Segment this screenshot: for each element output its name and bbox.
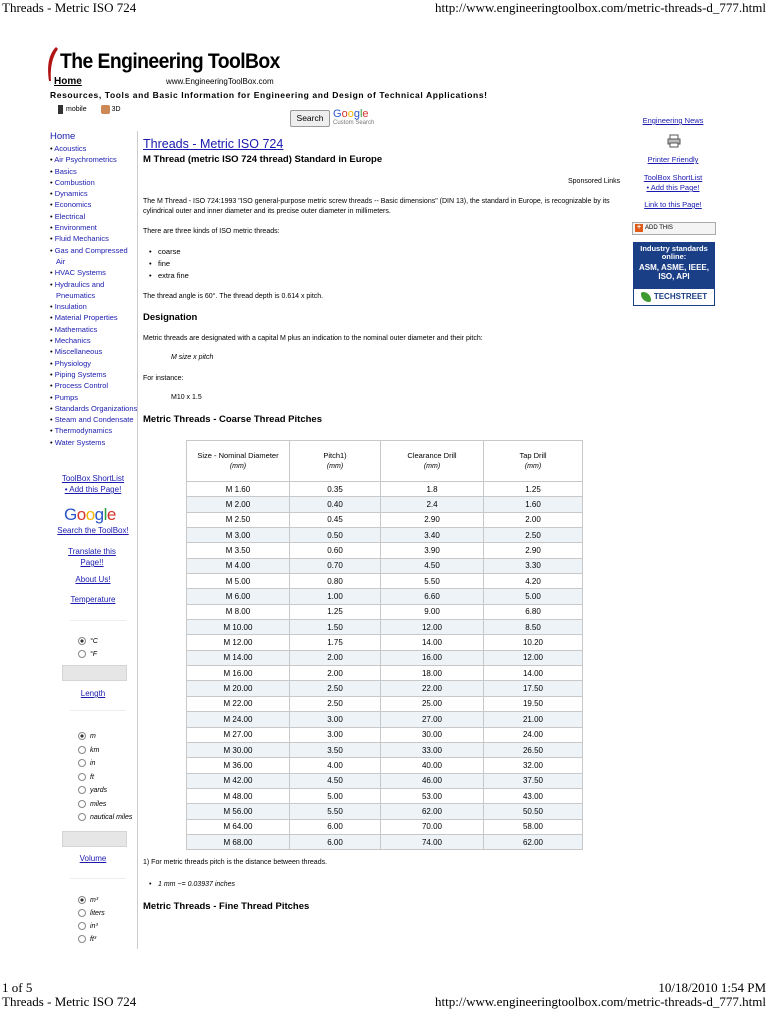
table-cell: 74.00	[381, 834, 484, 849]
sidebar-item[interactable]: • Combustion	[50, 177, 138, 188]
coarse-thread-table	[186, 440, 583, 850]
length-link[interactable]: Length	[80, 689, 106, 698]
site-url: www.EngineeringToolBox.com	[166, 77, 274, 86]
volume-units-option[interactable]: ft³	[78, 935, 96, 943]
ad-line1: Industry standards online:	[640, 244, 708, 261]
sidebar-item[interactable]: • Insulation	[50, 301, 138, 312]
table-cell: M 4.00	[187, 558, 290, 573]
google-search-logo: Google	[333, 108, 369, 120]
temperature-input[interactable]	[62, 665, 127, 681]
volume-units-option[interactable]: m³	[78, 896, 98, 904]
sidebar-item[interactable]: • Material Properties	[50, 312, 138, 323]
print-url-2: http://www.engineeringtoolbox.com/metric-threads-d_777.html	[435, 994, 766, 1009]
table-cell: 25.00	[381, 696, 484, 711]
table-cell: 5.50	[289, 804, 380, 819]
table-cell: 5.00	[289, 788, 380, 803]
table-cell: 2.00	[289, 650, 380, 665]
table-cell: 3.50	[289, 742, 380, 757]
sidebar-item[interactable]: • Basics	[50, 166, 138, 177]
table-cell: M 1.60	[187, 482, 290, 497]
top-bar	[58, 105, 127, 114]
table-cell: M 64.00	[187, 819, 290, 834]
translate-link[interactable]: Translate this Page!!	[68, 547, 116, 567]
radio[interactable]	[78, 773, 86, 781]
sidebar-item[interactable]: • Economics	[50, 199, 138, 210]
table-cell: 4.20	[483, 574, 582, 589]
search-button[interactable]: Search	[290, 110, 330, 127]
right-links	[630, 155, 716, 210]
mobile-link[interactable]: mobile	[66, 106, 87, 114]
table-cell: 12.00	[381, 620, 484, 635]
length-box-top	[70, 710, 126, 711]
sidebar-item[interactable]: • Environment	[50, 222, 138, 233]
table-cell: 53.00	[381, 788, 484, 803]
table-cell: M 16.00	[187, 666, 290, 681]
sidebar-add-page-link[interactable]: • Add this Page!	[64, 485, 122, 494]
techstreet-ad[interactable]	[633, 242, 715, 306]
leaf-icon	[641, 292, 651, 302]
coarse-heading: Metric Threads - Coarse Thread Pitches	[143, 414, 322, 425]
table-cell: 1.60	[483, 497, 582, 512]
engineering-news-link[interactable]: Engineering News	[642, 116, 704, 125]
table-cell: 24.00	[483, 727, 582, 742]
col-clearance-drill: Clearance Drill (mm)	[381, 441, 484, 482]
sidebar-item[interactable]: • Piping Systems	[50, 369, 138, 380]
table-cell: 4.50	[381, 558, 484, 573]
sidebar-item[interactable]: • Mechanics	[50, 335, 138, 346]
table-row	[187, 788, 583, 803]
three-d-icon[interactable]	[101, 105, 110, 114]
radio[interactable]	[78, 935, 86, 943]
print-url: http://www.engineeringtoolbox.com/metric-threads-d_777.html	[435, 0, 766, 15]
table-cell: 3.40	[381, 528, 484, 543]
addthis-button[interactable]: + ADD THIS	[632, 222, 716, 235]
sidebar-item[interactable]: • Gas and Compressed Air	[50, 245, 138, 268]
print-title: Threads - Metric ISO 724	[2, 0, 137, 15]
sidebar-item[interactable]: • Mathematics	[50, 324, 138, 335]
table-cell: M 2.50	[187, 512, 290, 527]
table-cell: M 2.00	[187, 497, 290, 512]
temperature-box-top	[70, 620, 126, 621]
table-cell: 2.90	[483, 543, 582, 558]
col-size: Size - Nominal Diameter (mm)	[187, 441, 290, 482]
table-cell: 19.50	[483, 696, 582, 711]
sidebar-shortlist-link[interactable]: ToolBox ShortList	[61, 474, 125, 483]
table-row	[187, 804, 583, 819]
radio[interactable]	[78, 786, 86, 794]
radio[interactable]	[78, 759, 86, 767]
table-cell: 16.00	[381, 650, 484, 665]
table-row	[187, 574, 583, 589]
table-row	[187, 834, 583, 849]
table-cell: 40.00	[381, 758, 484, 773]
sidebar-item[interactable]: • Electrical	[50, 211, 138, 222]
table-cell: 62.00	[483, 834, 582, 849]
length-units-option[interactable]: miles	[78, 800, 106, 808]
table-row	[187, 712, 583, 727]
table-cell: M 22.00	[187, 696, 290, 711]
three-d-link[interactable]: 3D	[111, 106, 121, 114]
volume-box-top	[70, 878, 126, 879]
table-row	[187, 635, 583, 650]
table-cell: 27.00	[381, 712, 484, 727]
sponsored-links-label: Sponsored Links	[568, 178, 621, 185]
table-cell: M 6.00	[187, 589, 290, 604]
table-cell: 2.00	[289, 666, 380, 681]
print-datetime: 10/18/2010 1:54 PM	[658, 980, 766, 995]
col-pitch: Pitch1) (mm)	[289, 441, 380, 482]
volume-link[interactable]: Volume	[79, 854, 107, 863]
radio[interactable]	[78, 896, 86, 904]
table-header-row	[187, 441, 583, 482]
table-cell: 0.50	[289, 528, 380, 543]
table-row	[187, 758, 583, 773]
table-cell: M 20.00	[187, 681, 290, 696]
radio[interactable]	[78, 922, 86, 930]
table-row	[187, 558, 583, 573]
printer-friendly-link[interactable]: Printer Friendly	[647, 155, 699, 164]
sidebar-item[interactable]: • Process Control	[50, 380, 138, 391]
table-cell: 3.90	[381, 543, 484, 558]
sidebar-item[interactable]: • Pumps	[50, 392, 138, 403]
temp-celsius-option[interactable]: °C	[78, 637, 98, 645]
list-item: • 1 mm ~= 0.03937 inches	[158, 879, 235, 891]
temp-fahrenheit-option[interactable]: °F	[78, 650, 97, 658]
right-shortlist-link[interactable]: ToolBox ShortList	[643, 173, 703, 182]
table-cell: 3.00	[289, 712, 380, 727]
table-row	[187, 819, 583, 834]
table-row	[187, 589, 583, 604]
table-row	[187, 773, 583, 788]
sidebar-item[interactable]: • Miscellaneous	[50, 346, 138, 357]
table-cell: 2.00	[483, 512, 582, 527]
table-cell: 33.00	[381, 742, 484, 757]
table-row	[187, 543, 583, 558]
table-cell: 3.00	[289, 727, 380, 742]
fine-heading: Metric Threads - Fine Thread Pitches	[143, 901, 310, 912]
table-cell: 3.30	[483, 558, 582, 573]
table-row	[187, 742, 583, 757]
tagline: Resources, Tools and Basic Information for Engineering and Design of Technical Applications!	[50, 90, 488, 100]
length-units-option[interactable]: m	[78, 732, 96, 740]
designation-heading: Designation	[143, 312, 198, 323]
list-item: • fine	[158, 258, 189, 270]
google-logo: Google	[64, 505, 116, 524]
table-cell: 6.00	[289, 819, 380, 834]
table-cell: M 24.00	[187, 712, 290, 727]
sidebar-item[interactable]: • Physiology	[50, 358, 138, 369]
table-row	[187, 620, 583, 635]
site-logo[interactable]	[46, 47, 306, 93]
table-cell: 9.00	[381, 604, 484, 619]
sidebar-item[interactable]: • Hydraulics and Pneumatics	[50, 279, 138, 302]
list-item: • extra fine	[158, 270, 189, 282]
table-cell: M 14.00	[187, 650, 290, 665]
volume-units-option[interactable]: in³	[78, 922, 98, 930]
table-cell: 6.60	[381, 589, 484, 604]
table-row	[187, 681, 583, 696]
table-cell: 0.35	[289, 482, 380, 497]
sidebar-divider	[137, 131, 138, 949]
sidebar-item[interactable]: • Dynamics	[50, 188, 138, 199]
table-cell: 46.00	[381, 773, 484, 788]
table-cell: M 5.00	[187, 574, 290, 589]
table-cell: 58.00	[483, 819, 582, 834]
for-instance-label: For instance:	[143, 375, 184, 382]
search-toolbox-link[interactable]: Search the ToolBox!	[57, 526, 129, 535]
table-cell: M 68.00	[187, 834, 290, 849]
table-row	[187, 696, 583, 711]
table-cell: 22.00	[381, 681, 484, 696]
table-cell: 1.8	[381, 482, 484, 497]
right-column	[630, 116, 716, 126]
table-cell: 2.50	[289, 696, 380, 711]
radio[interactable]	[78, 800, 86, 808]
sidebar-nav	[50, 131, 138, 448]
radio[interactable]	[78, 909, 86, 917]
table-cell: 50.50	[483, 804, 582, 819]
table-cell: 1.50	[289, 620, 380, 635]
table-cell: 26.50	[483, 742, 582, 757]
table-cell: 21.00	[483, 712, 582, 727]
length-units-option[interactable]: yards	[78, 786, 107, 794]
print-page: 1 of 5	[2, 980, 33, 995]
printer-icon[interactable]	[667, 134, 681, 148]
example-value: M10 x 1.5	[171, 394, 202, 401]
table-cell: 12.00	[483, 650, 582, 665]
table-row	[187, 497, 583, 512]
radio[interactable]	[78, 732, 86, 740]
table-row	[187, 512, 583, 527]
sidebar-item[interactable]: • Fluid Mechanics	[50, 233, 138, 244]
table-cell: 5.00	[483, 589, 582, 604]
table-row	[187, 528, 583, 543]
table-cell: 2.4	[381, 497, 484, 512]
table-cell: 18.00	[381, 666, 484, 681]
table-cell: 2.50	[289, 681, 380, 696]
kinds-intro: There are three kinds of ISO metric threads:	[143, 228, 280, 235]
page-subtitle: M Thread (metric ISO 724 thread) Standard in Europe	[143, 154, 383, 165]
table-cell: 5.50	[381, 574, 484, 589]
table-cell: M 12.00	[187, 635, 290, 650]
intro-paragraph: The M Thread - ISO 724:1993 "ISO general-purpose metric screw threads -- Basic dimensions" (DIN 13), the standard in Europe, is recognizable by its cylindrical outer and inner diameter and its precise outer diameter in millimeters.	[143, 198, 610, 215]
ad-line2: ASM, ASME, IEEE, ISO, API	[639, 263, 709, 281]
table-cell: 1.25	[483, 482, 582, 497]
table-cell: M 8.00	[187, 604, 290, 619]
col-tap-drill: Tap Drill (mm)	[483, 441, 582, 482]
sidebar-home[interactable]: Home	[50, 131, 76, 142]
temperature-link[interactable]: Temperature	[70, 595, 116, 604]
length-units-option[interactable]: ft	[78, 773, 94, 781]
volume-units-option[interactable]: liters	[78, 909, 105, 917]
sidebar-item[interactable]: • Thermodynamics	[50, 425, 138, 436]
table-cell: M 3.00	[187, 528, 290, 543]
radio[interactable]	[78, 813, 86, 821]
home-link[interactable]: Home	[54, 76, 82, 87]
table-cell: 17.50	[483, 681, 582, 696]
mobile-icon[interactable]	[58, 105, 63, 114]
table-cell: 0.80	[289, 574, 380, 589]
table-cell: M 3.50	[187, 543, 290, 558]
table-cell: 14.00	[483, 666, 582, 681]
sidebar-item[interactable]: • Acoustics	[50, 143, 138, 154]
designation-text: Metric threads are designated with a capital M plus an indication to the nominal outer diameter and their pitch:	[143, 335, 483, 342]
table-cell: 70.00	[381, 819, 484, 834]
print-title-2: Threads - Metric ISO 724	[2, 994, 137, 1009]
table-cell: 1.00	[289, 589, 380, 604]
right-add-page-link[interactable]: • Add this Page!	[646, 183, 700, 192]
table-cell: M 48.00	[187, 788, 290, 803]
table-cell: M 36.00	[187, 758, 290, 773]
brand-name: The Engineering ToolBox	[60, 50, 280, 73]
table-cell: 2.90	[381, 512, 484, 527]
table-cell: M 10.00	[187, 620, 290, 635]
table-cell: 32.00	[483, 758, 582, 773]
table-cell: 43.00	[483, 788, 582, 803]
table-row	[187, 727, 583, 742]
table-cell: 1.25	[289, 604, 380, 619]
radio[interactable]	[78, 746, 86, 754]
table-cell: 62.00	[381, 804, 484, 819]
sidebar-item[interactable]: • HVAC Systems	[50, 267, 138, 278]
kinds-list	[158, 246, 189, 282]
sidebar-item[interactable]: • Standards Organizations	[50, 403, 138, 414]
table-cell: 0.70	[289, 558, 380, 573]
table-cell: 6.00	[289, 834, 380, 849]
table-cell: 4.50	[289, 773, 380, 788]
pitch-footnote: 1) For metric threads pitch is the distance between threads.	[143, 859, 328, 866]
table-row	[187, 604, 583, 619]
table-cell: 8.50	[483, 620, 582, 635]
sidebar-item[interactable]: • Steam and Condensate	[50, 414, 138, 425]
table-cell: 0.40	[289, 497, 380, 512]
table-cell: 0.45	[289, 512, 380, 527]
thread-angle-text: The thread angle is 60°. The thread depth is 0.614 x pitch.	[143, 293, 324, 300]
radio[interactable]	[78, 650, 86, 658]
radio-selected[interactable]	[78, 637, 86, 645]
table-cell: M 27.00	[187, 727, 290, 742]
plus-icon: +	[636, 224, 642, 231]
designation-formula: M size x pitch	[171, 354, 214, 361]
table-cell: 2.50	[483, 528, 582, 543]
table-cell: M 30.00	[187, 742, 290, 757]
length-input[interactable]	[62, 831, 127, 847]
table-row	[187, 666, 583, 681]
table-cell: 4.00	[289, 758, 380, 773]
table-cell: 37.50	[483, 773, 582, 788]
table-cell: 1.75	[289, 635, 380, 650]
ad-brand: TECHSTREET	[633, 288, 715, 306]
custom-search-label: Custom Search	[333, 120, 375, 126]
table-row	[187, 482, 583, 497]
link-to-page[interactable]: Link to this Page!	[644, 200, 702, 209]
length-units-option[interactable]: in	[78, 759, 95, 767]
table-cell: 30.00	[381, 727, 484, 742]
table-row	[187, 650, 583, 665]
page-title[interactable]: Threads - Metric ISO 724	[143, 137, 284, 151]
sidebar-item[interactable]: • Water Systems	[50, 437, 138, 448]
about-link[interactable]: About Us!	[75, 575, 111, 584]
table-cell: M 56.00	[187, 804, 290, 819]
sidebar-item[interactable]: • Air Psychrometrics	[50, 154, 138, 165]
length-units-option[interactable]: km	[78, 746, 99, 754]
table-cell: 10.20	[483, 635, 582, 650]
table-cell: 14.00	[381, 635, 484, 650]
table-cell: M 42.00	[187, 773, 290, 788]
table-cell: 0.60	[289, 543, 380, 558]
conversion-list	[158, 879, 235, 891]
list-item: • coarse	[158, 246, 189, 258]
table-cell: 6.80	[483, 604, 582, 619]
length-units-option[interactable]: nautical miles	[78, 813, 132, 821]
